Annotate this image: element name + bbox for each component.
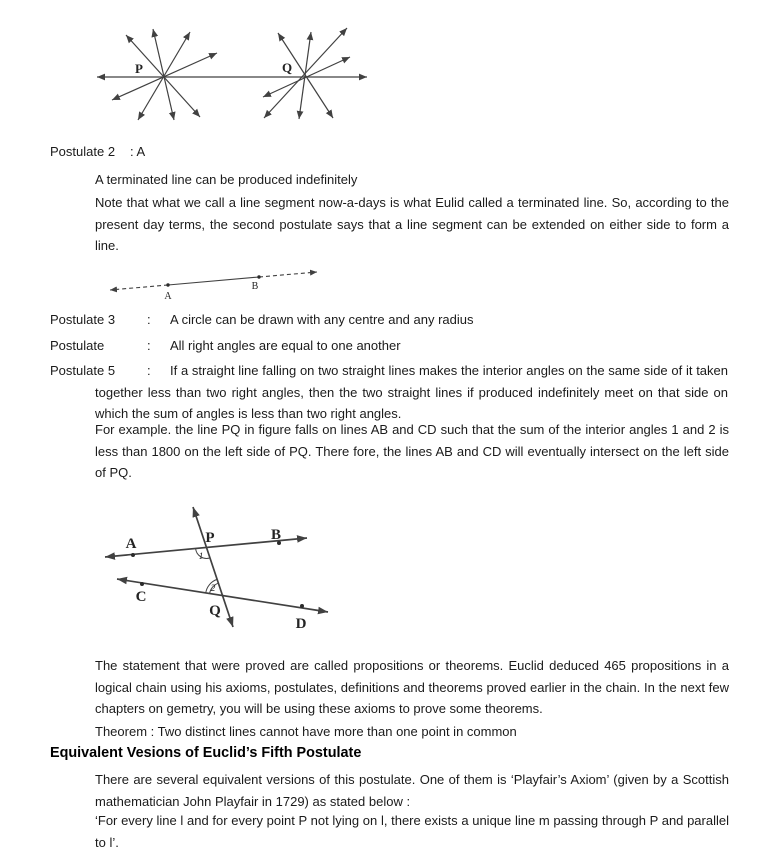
postulate-4-label: Postulate (50, 338, 105, 353)
angle-2-label: 2 (210, 584, 216, 594)
playfair-paragraph: There are several equivalent versions of this postulate. One of them is ‘Playfair’s Axiom’ (given by a Scottish mathematician John Playfair in 1729) as stated below : (95, 772, 729, 809)
point-c-dot (140, 582, 144, 586)
point-a-label: A (164, 291, 172, 302)
point-b-label: B (270, 527, 282, 543)
postulate-5-text: If a straight line falling on two straight lines makes the interior angles on the same side of it taken together less than two right angles, then the two straight lines if produced indefinitely meet on that side on which the sum of angles is less than two right angles. (95, 363, 728, 421)
postulate-5-label: Postulate 5 (50, 363, 116, 378)
note-paragraph: Note that what we call a line segment now-a-days is what Eulid called a terminated line. So, according to the present day terms, the second postulate says that a line segment can be extended on either side to form a line. (95, 195, 729, 253)
terminated-line-statement: A terminated line can be produced indefinitely (95, 172, 358, 187)
propositions-paragraph: The statement that were proved are called propositions or theorems. Euclid deduced 465 propositions in a logical chain using his axioms, postulates, definitions and theorems proved earlier in the chain. In the next few chapters on gemetry, you will be using these axioms to prove some theorems. (95, 658, 729, 716)
postulate-2-row (50, 141, 145, 163)
point-b-label: B (251, 281, 259, 292)
point-a-dot (131, 553, 135, 557)
section-heading: Equivalent Vesions of Euclid’s Fifth Postulate (50, 745, 362, 761)
postulate-3-text: A circle can be drawn with any centre and any radius (170, 312, 474, 327)
point-q-label: Q (209, 603, 221, 619)
angle-1-label: 1 (198, 552, 204, 562)
postulate-2-label: Postulate 2 (50, 144, 116, 159)
point-a-dot (166, 283, 169, 286)
postulate-4-row (50, 335, 728, 357)
postulate-5-colon: : (147, 363, 151, 378)
point-d-label: D (295, 616, 307, 632)
postulate-5-row (50, 360, 728, 425)
point-b-dot (257, 275, 260, 278)
point-p-label: P (205, 530, 215, 546)
postulate-4-colon: : (147, 338, 151, 353)
postulate-3-label: Postulate 3 (50, 312, 116, 327)
postulate-3-row (50, 309, 728, 331)
postulate-4-text: All right angles are equal to one another (170, 338, 401, 353)
postulate-3-colon: : (147, 312, 151, 327)
point-a-label: A (125, 536, 137, 552)
playfair-quote: ‘For every line l and for every point P not lying on l, there exists a unique line m passing through P and parallel to l’. (95, 813, 729, 850)
point-c-label: C (135, 589, 147, 605)
point-d-dot (300, 604, 304, 608)
segment-lines (110, 272, 317, 290)
figure-lines-through-points-p-q (90, 18, 380, 130)
figure-terminated-line-ab (103, 260, 328, 306)
figure-transversal-pq-ab-cd (95, 498, 350, 660)
theorem-line: Theorem : Two distinct lines cannot have more than one point in common (95, 724, 517, 739)
postulate-2-value: : A (130, 144, 146, 159)
point-q-label: Q (281, 60, 293, 75)
example-paragraph: For example. the line PQ in figure falls on lines AB and CD such that the sum of the interior angles 1 and 2 is less than 1800 on the left side of PQ. There fore, the lines AB and CD will eventually intersect on the left side of PQ. (95, 422, 729, 480)
point-p-label: P (135, 61, 143, 76)
